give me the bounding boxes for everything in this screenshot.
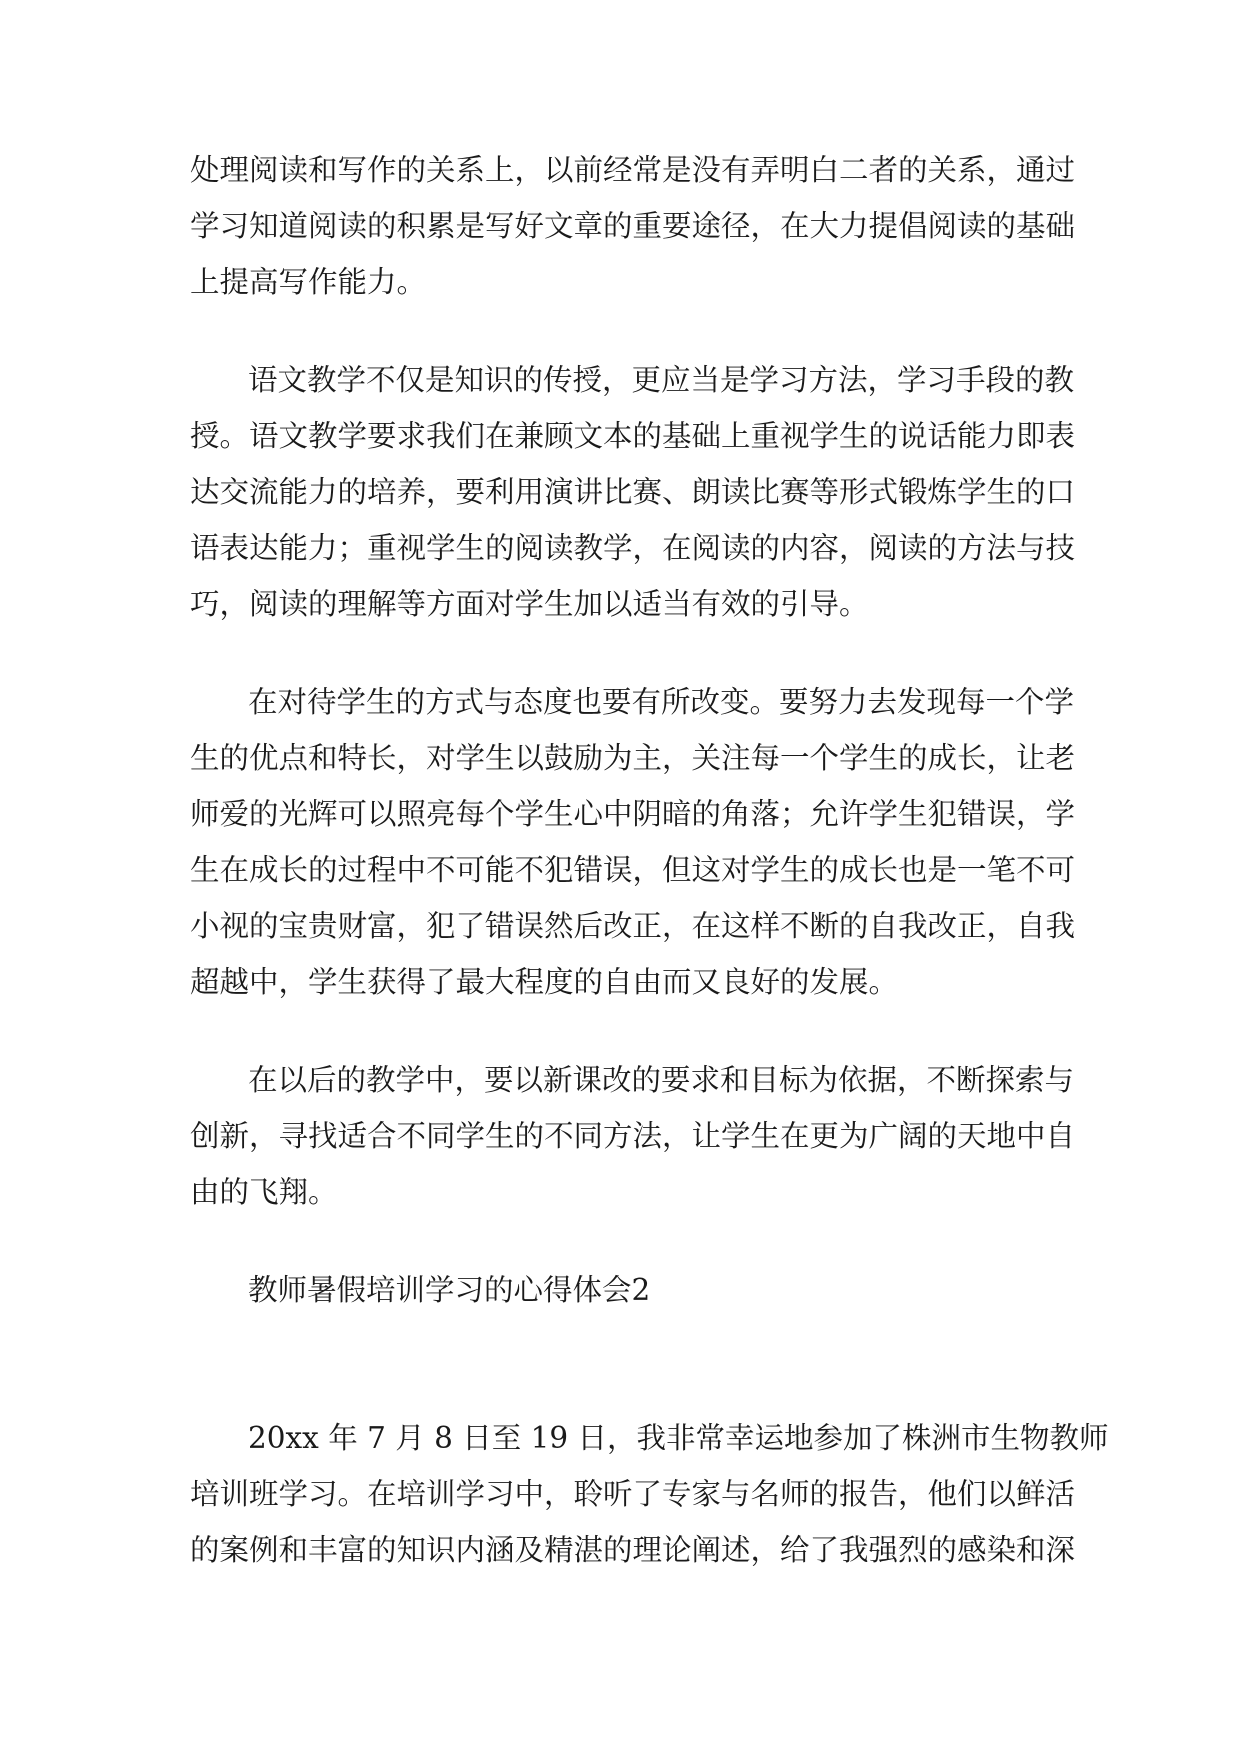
paragraph-line: 语文教学不仅是知识的传授，更应当是学习方法，学习手段的教 bbox=[248, 363, 1075, 397]
paragraph-line: 授。语文教学要求我们在兼顾文本的基础上重视学生的说话能力即表 bbox=[190, 419, 1076, 453]
paragraph-line: 上提高写作能力。 bbox=[190, 265, 427, 299]
section-heading: 教师暑假培训学习的心得体会2 bbox=[248, 1273, 651, 1307]
paragraph-line: 在对待学生的方式与态度也要有所改变。要努力去发现每一个学 bbox=[248, 685, 1075, 719]
paragraph-line: 培训班学习。在培训学习中，聆听了专家与名师的报告，他们以鲜活 bbox=[190, 1477, 1076, 1511]
paragraph-line: 处理阅读和写作的关系上，以前经常是没有弄明白二者的关系，通过 bbox=[190, 153, 1076, 187]
paragraph-line: 小视的宝贵财富，犯了错误然后改正，在这样不断的自我改正，自我 bbox=[190, 909, 1076, 943]
paragraph-line: 20xx 年 7 月 8 日至 19 日，我非常幸运地参加了株洲市生物教师 bbox=[248, 1421, 1109, 1455]
paragraph-line: 的案例和丰富的知识内涵及精湛的理论阐述，给了我强烈的感染和深 bbox=[190, 1533, 1076, 1567]
paragraph-line: 由的飞翔。 bbox=[190, 1175, 338, 1209]
paragraph-line: 学习知道阅读的积累是写好文章的重要途径，在大力提倡阅读的基础 bbox=[190, 209, 1076, 243]
paragraph-line: 在以后的教学中，要以新课改的要求和目标为依据，不断探索与 bbox=[248, 1063, 1075, 1097]
paragraph-line: 巧，阅读的理解等方面对学生加以适当有效的引导。 bbox=[190, 587, 869, 621]
paragraph-line: 语表达能力；重视学生的阅读教学，在阅读的内容，阅读的方法与技 bbox=[190, 531, 1076, 565]
paragraph-line: 师爱的光辉可以照亮每个学生心中阴暗的角落；允许学生犯错误，学 bbox=[190, 797, 1076, 831]
paragraph-line: 生的优点和特长，对学生以鼓励为主，关注每一个学生的成长，让老 bbox=[190, 741, 1076, 775]
paragraph-line: 创新，寻找适合不同学生的不同方法，让学生在更为广阔的天地中自 bbox=[190, 1119, 1076, 1153]
paragraph-line: 超越中，学生获得了最大程度的自由而又良好的发展。 bbox=[190, 965, 899, 999]
paragraph-line: 生在成长的过程中不可能不犯错误，但这对学生的成长也是一笔不可 bbox=[190, 853, 1076, 887]
paragraph-line: 达交流能力的培养，要利用演讲比赛、朗读比赛等形式锻炼学生的口 bbox=[190, 475, 1076, 509]
